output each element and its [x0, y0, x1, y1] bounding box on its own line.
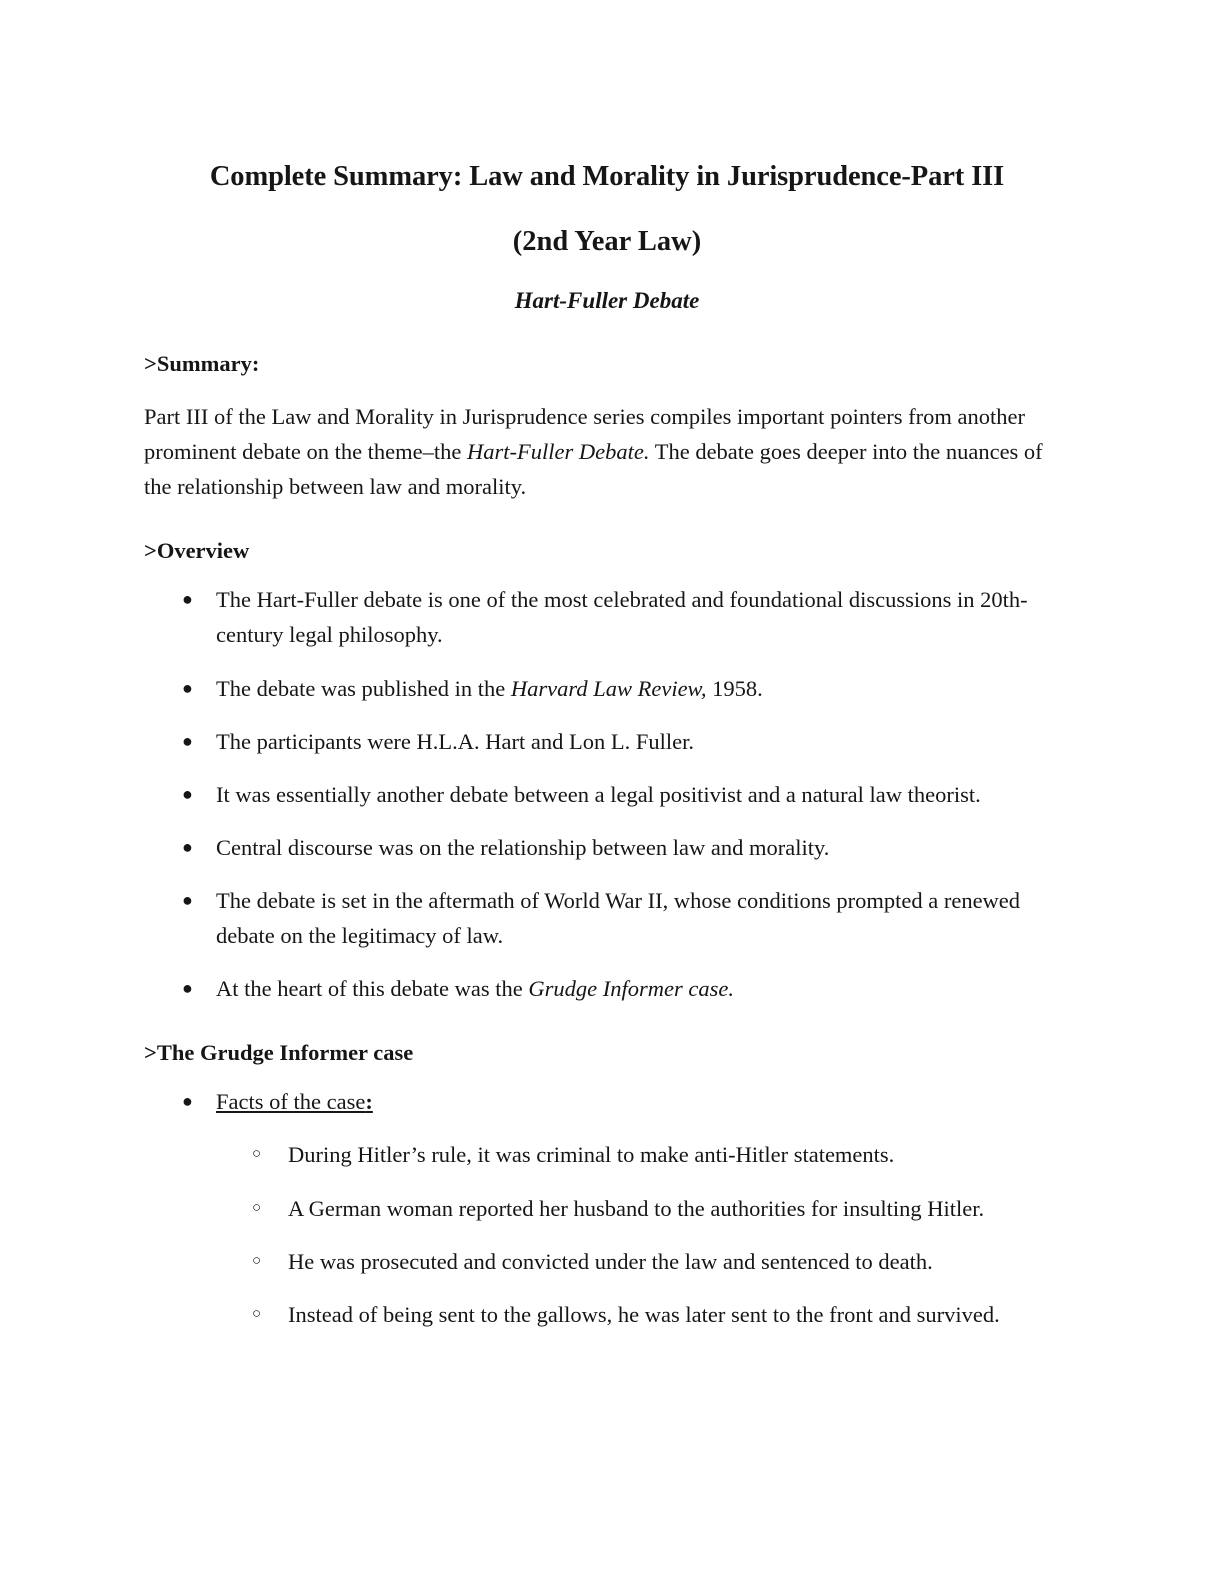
list-item-text-part1: The debate was published in the [216, 675, 511, 701]
list-item [216, 1191, 1070, 1226]
list-item-text: During Hitler’s rule, it was criminal to make anti-Hitler statements. [288, 1142, 895, 1168]
bullet-filled-icon: ● [182, 730, 193, 751]
list-item-text-italic: Grudge Informer case. [528, 976, 734, 1002]
summary-text-italic: Hart-Fuller Debate. [467, 439, 650, 465]
bullet-filled-icon: ● [182, 589, 193, 610]
bullet-filled-icon: ● [182, 1091, 193, 1112]
bullet-hollow-icon: ○ [252, 1305, 262, 1322]
list-item-text-italic: Harvard Law Review, [510, 675, 707, 701]
page-tagline: Hart-Fuller Debate [514, 288, 700, 314]
grudge-informer-list [144, 1067, 1070, 1331]
list-item-text: Instead of being sent to the gallows, he was later sent to the front and survived. [288, 1301, 1000, 1327]
facts-label: Facts of the case [216, 1089, 366, 1115]
list-item-text: A German woman reported her husband to the authorities for insulting Hitler. [288, 1195, 985, 1221]
list-item-text-part1: Central discourse was on the relationship between law and morality. [216, 834, 830, 860]
list-item [144, 582, 1070, 652]
list-item [216, 1137, 1070, 1172]
facts-colon: : [365, 1089, 373, 1115]
list-item-text-part1: The participants were H.L.A. Hart and Lon L. Fuller. [216, 728, 694, 754]
page-title: Complete Summary: Law and Morality in Jurisprudence-Part III [209, 161, 1005, 192]
list-item-text: He was prosecuted and convicted under the law and sentenced to death. [288, 1248, 933, 1274]
bullet-filled-icon: ● [182, 783, 193, 804]
list-item-text-part1: The Hart-Fuller debate is one of the most celebrated and foundational discussions in 20th-century legal philosophy. [216, 587, 1028, 648]
section-heading-overview: >Overview [144, 538, 250, 564]
facts-sublist [216, 1119, 1070, 1331]
list-item [144, 671, 1070, 706]
bullet-hollow-icon: ○ [252, 1199, 262, 1216]
section-heading-summary: >Summary: [144, 350, 260, 376]
summary-text-part2: The debate goes deeper into the nuances of the relationship between law and morality. [144, 439, 1043, 500]
bullet-hollow-icon: ○ [252, 1146, 262, 1163]
list-item [216, 1297, 1070, 1332]
section-heading-grudge-informer: >The Grudge Informer case [144, 1040, 414, 1066]
list-item [144, 777, 1070, 812]
bullet-filled-icon: ● [182, 677, 193, 698]
bullet-filled-icon: ● [182, 889, 193, 910]
list-item [144, 724, 1070, 759]
overview-list [144, 565, 1070, 1006]
list-item-text-part1: At the heart of this debate was the [216, 976, 529, 1002]
list-item-text-part2: 1958. [706, 675, 763, 701]
list-item-text-part1: The debate is set in the aftermath of World War II, whose conditions prompted a renewed debate on the legitimacy of law. [216, 887, 1021, 949]
summary-text-part1: Part III of the Law and Morality in Jurisprudence series compiles important pointers from another prominent debate on the theme–the [144, 403, 1026, 465]
bullet-filled-icon: ● [182, 978, 193, 999]
facts-sublist-wrapper [216, 1119, 1070, 1331]
list-item [144, 883, 1070, 953]
list-item [144, 830, 1070, 865]
bullet-hollow-icon: ○ [252, 1252, 262, 1269]
page-subtitle: (2nd Year Law) [512, 225, 702, 257]
bullet-filled-icon: ● [182, 836, 193, 857]
list-item [144, 1084, 1070, 1331]
list-item-text-part1: It was essentially another debate between a legal positivist and a natural law theorist. [216, 781, 981, 807]
summary-paragraph [144, 378, 1070, 504]
list-item [216, 1244, 1070, 1279]
list-item [144, 971, 1070, 1006]
